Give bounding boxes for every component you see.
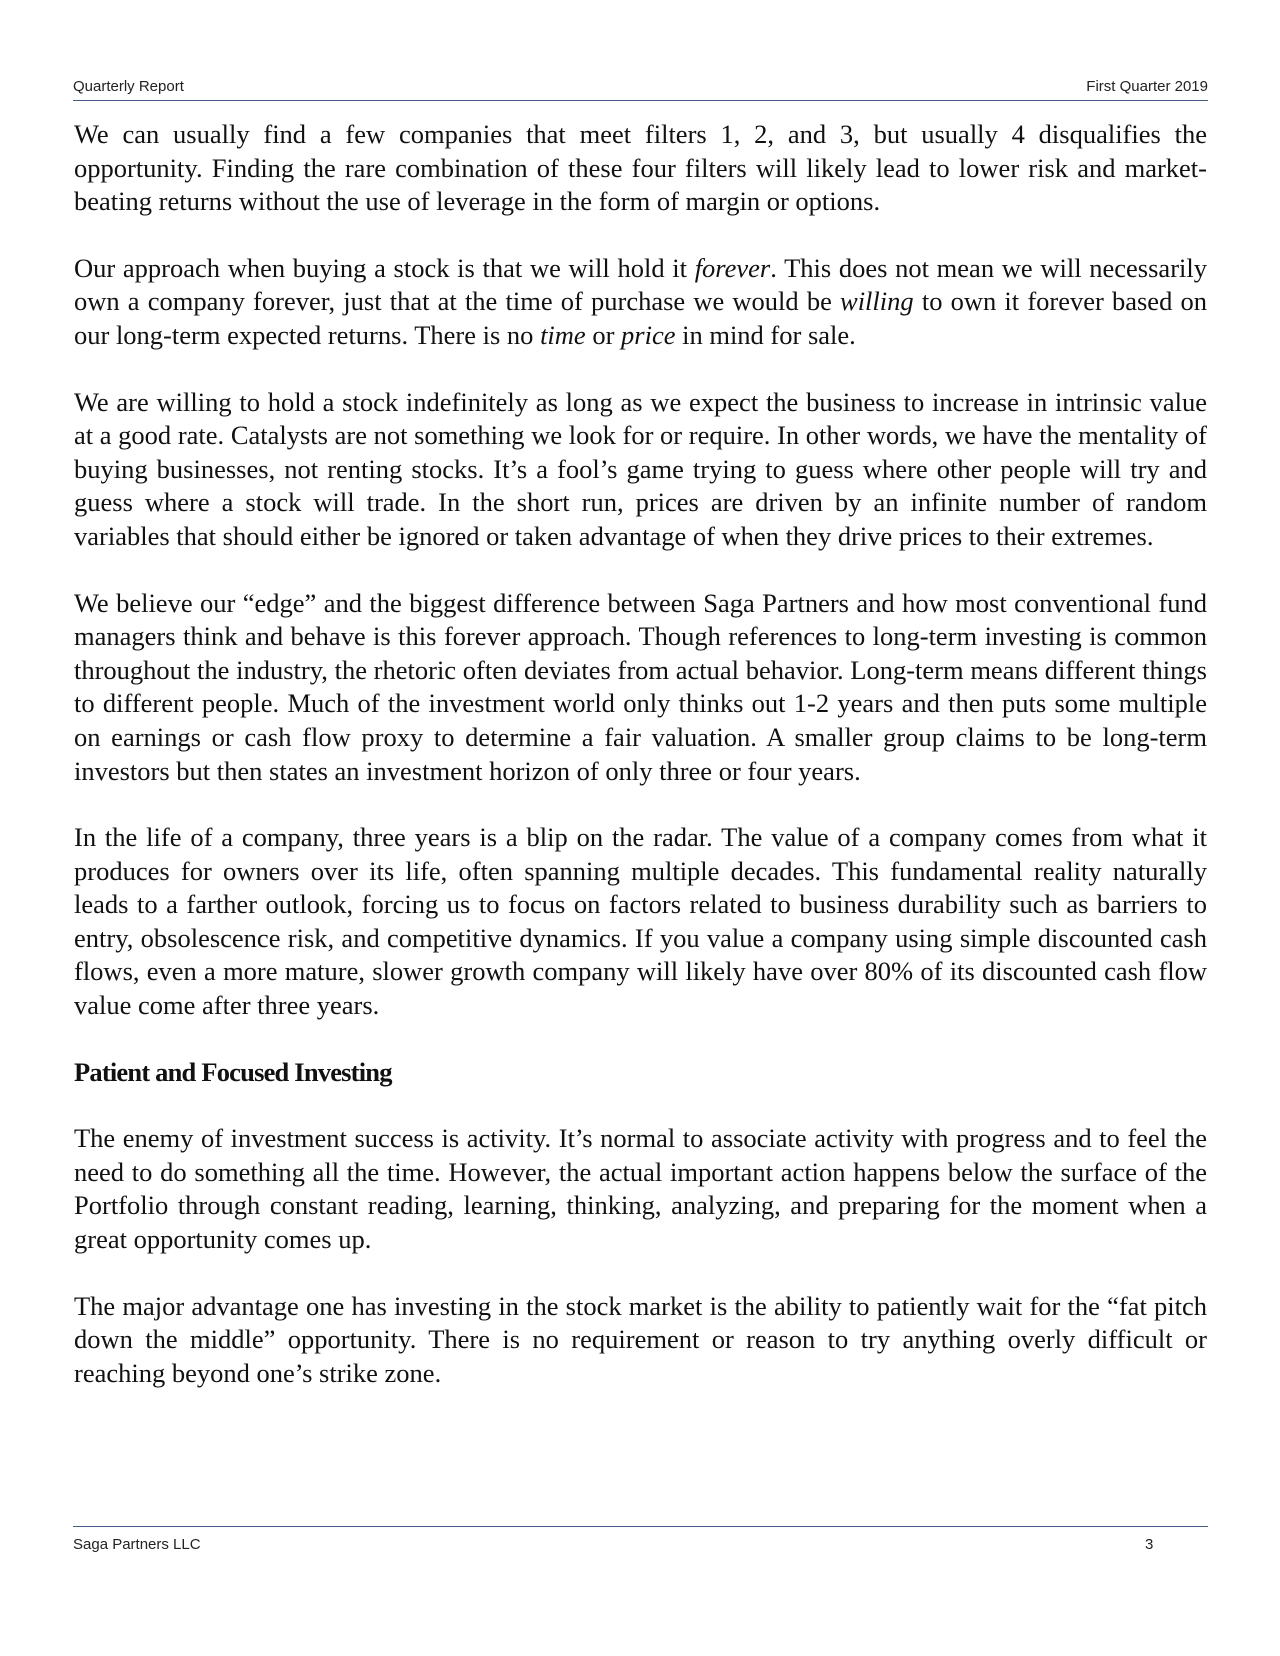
p2-emphasis-forever: forever — [694, 252, 771, 283]
paragraph-activity: The enemy of investment success is activity. It’s normal to associate activity with progress and to feel the need to do something all the time. However, the actual important action happens below the surface of the Portfolio through constant reading, learning, thinking, analyzing, and preparing for the moment when a great opportunity comes up. — [74, 1123, 1207, 1255]
paragraph-edge: We believe our “edge” and the biggest difference between Saga Partners and how most conventional fund managers think and behave is this forever approach. Though references to long-term investing is common throughout the industry, the rhetoric often deviates from actual behavior. Long-term means different things to different people. Much of the investment world only thinks out 1-2 years and then puts some multiple on earnings or cash flow proxy to determine a fair valuation. A smaller group claims to be long-term investors but then states an investment horizon of only three or four years. — [74, 587, 1207, 786]
paragraph-forever-approach — [74, 252, 1207, 353]
paragraph-fat-pitch: The major advantage one has investing in the stock market is the ability to patiently wait for the “fat pitch down the middle” opportunity. There is no requirement or reason to try anything overly difficult or reaching beyond one’s strike zone. — [74, 1290, 1207, 1388]
paragraph-hold-indefinitely: We are willing to hold a stock indefinitely as long as we expect the business to increase in intrinsic value at a good rate. Catalysts are not something we look for or require. In other words, we have the mentality of buying businesses, not renting stocks. It’s a fool’s game trying to guess where other people will try and guess where a stock will trade. In the short run, prices are driven by an infinite number of random variables that should either be ignored or taken advantage of when they drive prices to their extremes. — [74, 386, 1207, 551]
p2-text-e: to own it forever based on our long-term expected returns. There is no — [74, 286, 1207, 350]
footer-page-number: 3 — [1145, 1536, 1154, 1553]
p2-emphasis-willing: willing — [840, 286, 914, 317]
page-footer — [73, 1526, 1208, 1553]
p2-text-a: Our approach when buying a stock is that we will hold it — [74, 252, 695, 283]
footer-company-name: Saga Partners LLC — [73, 1536, 201, 1553]
document-body — [74, 118, 1207, 1423]
p2-emphasis-price: price — [621, 319, 676, 350]
paragraph-filters: We can usually find a few companies that meet filters 1, 2, and 3, but usually 4 disqualifies the opportunity. Finding the rare combination of these four filters will likely lead to lower risk and market-beating returns without the use of leverage in the form of margin or options. — [74, 119, 1207, 217]
header-report-title: Quarterly Report — [73, 78, 184, 95]
p2-text-i: in mind for sale. — [675, 319, 856, 350]
p2-emphasis-time: time — [540, 319, 586, 350]
page-header — [73, 76, 1208, 101]
paragraph-company-life: In the life of a company, three years is a blip on the radar. The value of a company comes from what it produces for owners over its life, often spanning multiple decades. This fundamental reality naturally leads to a farther outlook, forcing us to focus on factors related to business durability such as barriers to entry, obsolescence risk, and competitive dynamics. If you value a company using simple discounted cash flows, even a more mature, slower growth company will likely have over 80% of its discounted cash flow value come after three years. — [74, 822, 1207, 1021]
p2-text-c: . This does not mean we will necessarily own a company forever, just that at the time of purchase we would be — [74, 252, 1207, 317]
header-period: First Quarter 2019 — [1086, 78, 1208, 95]
p2-text-g: or — [585, 319, 622, 350]
section-heading: Patient and Focused Investing — [74, 1056, 392, 1087]
